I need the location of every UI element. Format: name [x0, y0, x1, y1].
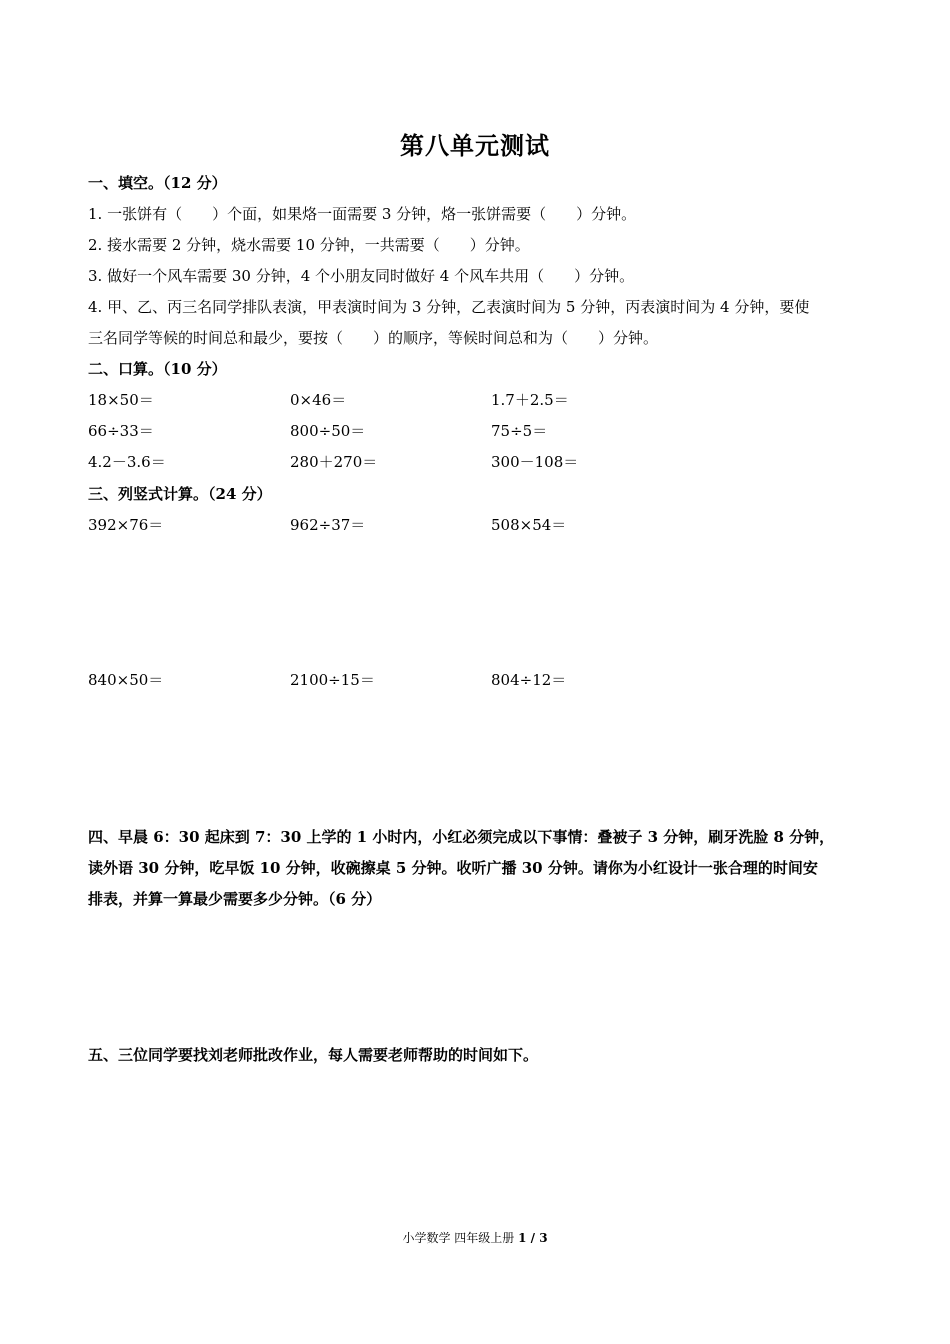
section4-question-line3: 排表，并算一算最少需要多少分钟。（6 分） [88, 890, 382, 908]
mental-calc-item: 280＋270＝ [290, 453, 378, 471]
vertical-calc-item: 508×54＝ [491, 516, 567, 534]
mental-calc-item: 75÷5＝ [491, 422, 548, 440]
section5-question-line1: 五、三位同学要找刘老师批改作业，每人需要老师帮助的时间如下。 [88, 1046, 539, 1064]
section2-heading: 二、口算。（10 分） [88, 360, 227, 378]
vertical-calc-item: 2100÷15＝ [290, 671, 375, 689]
mental-calc-item: 0×46＝ [290, 391, 347, 409]
section4-question-line2: 读外语 30 分钟，吃早饭 10 分钟，收碗擦桌 5 分钟。收听广播 30 分钟。请你为小红设计一张合理的时间安 [88, 859, 818, 877]
section3-heading: 三、列竖式计算。（24 分） [88, 485, 272, 503]
vertical-calc-item: 840×50＝ [88, 671, 164, 689]
fill-blank-question-4-line1: 4. 甲、乙、丙三名同学排队表演，甲表演时间为 3 分钟，乙表演时间为 5 分钟，丙表演时间为 4 分钟，要使 [88, 298, 810, 316]
mental-calc-item: 4.2－3.6＝ [88, 453, 166, 471]
fill-blank-question-4-line2: 三名同学等候的时间总和最少，要按（ ）的顺序，等候时间总和为（ ）分钟。 [88, 329, 659, 347]
mental-calc-item: 800÷50＝ [290, 422, 366, 440]
vertical-calc-item: 804÷12＝ [491, 671, 567, 689]
mental-calc-item: 66÷33＝ [88, 422, 154, 440]
mental-calc-item: 300－108＝ [491, 453, 579, 471]
page-title: 第八单元测试 [400, 131, 550, 160]
mental-calc-item: 18×50＝ [88, 391, 154, 409]
footer-label: 小学数学 四年级上册 [402, 1231, 515, 1245]
fill-blank-question-1: 1. 一张饼有（ ）个面，如果烙一面需要 3 分钟，烙一张饼需要（ ）分钟。 [88, 205, 637, 223]
mental-calc-item: 1.7＋2.5＝ [491, 391, 569, 409]
fill-blank-question-2: 2. 接水需要 2 分钟，烧水需要 10 分钟，一共需要（ ）分钟。 [88, 236, 530, 254]
section4-question-line1: 四、早晨 6：30 起床到 7：30 上学的 1 小时内，小红必须完成以下事情：叠被子 3 分钟，刷牙洗脸 8 分钟， [88, 828, 835, 846]
fill-blank-question-3: 3. 做好一个风车需要 30 分钟，4 个小朋友同时做好 4 个风车共用（ ）分钟。 [88, 267, 635, 285]
page-number: 1 / 3 [518, 1231, 548, 1245]
vertical-calc-item: 962÷37＝ [290, 516, 366, 534]
vertical-calc-item: 392×76＝ [88, 516, 164, 534]
page-footer [0, 1229, 950, 1246]
section1-heading: 一、填空。（12 分） [88, 174, 227, 192]
